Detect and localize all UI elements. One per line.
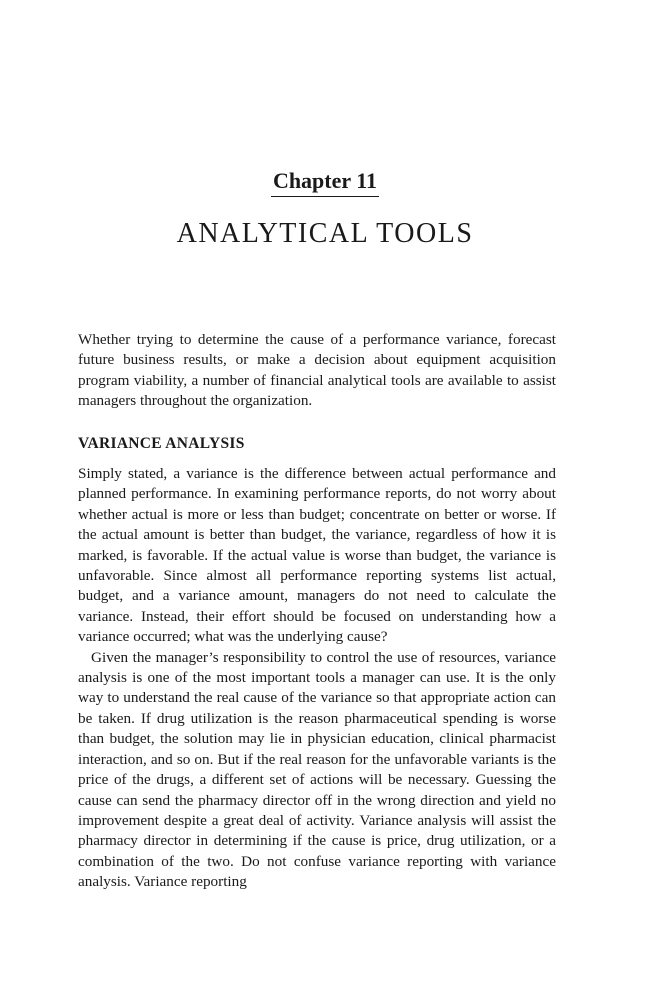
chapter-title: ANALYTICAL TOOLS: [176, 218, 474, 249]
section-heading: VARIANCE ANALYSIS: [78, 435, 245, 452]
chapter-number: Chapter 11: [271, 168, 379, 197]
intro-paragraph: Whether trying to determine the cause of a performance variance, forecast future business results, or make a decision about equipment acquisition program viability, a number of financial analytical tools are available to assist managers throughout the organization.: [78, 331, 556, 410]
chapter-heading: [0, 168, 650, 197]
paragraph: Simply stated, a variance is the difference between actual performance and planned performance. In examining performance reports, do not worry about whether actual is more or less than budget; concentrate on better or worse. If the actual amount is better than budget, the variance, regardless of how it is marked, is favorable. If the actual value is worse than budget, the variance is unfavorable. Since almost all performance reporting systems list actual, budget, and a variance amount, managers do not need to calculate the variance. Instead, their effort should be focused on understanding how a variance occurred; what was the underlying cause?: [78, 465, 556, 646]
section-body: [78, 464, 556, 893]
paragraph: Given the manager’s responsibility to control the use of resources, variance analysis is one of the most important tools a manager can use. It is the only way to understand the real cause of the variance so that appropriate action can be taken. If drug utilization is the reason pharmaceutical spending is worse than budget, the solution may lie in physician education, clinical pharmacist interaction, and so on. But if the real reason for the unfavorable variants is the price of the drugs, a different set of actions will be necessary. Guessing the cause can send the pharmacy director off in the wrong direction and yield no improvement despite a great deal of activity. Variance analysis will assist the pharmacy director in determining if the cause is price, drug utilization, or a combination of the two. Do not confuse variance reporting with variance analysis. Variance reporting: [78, 648, 556, 891]
